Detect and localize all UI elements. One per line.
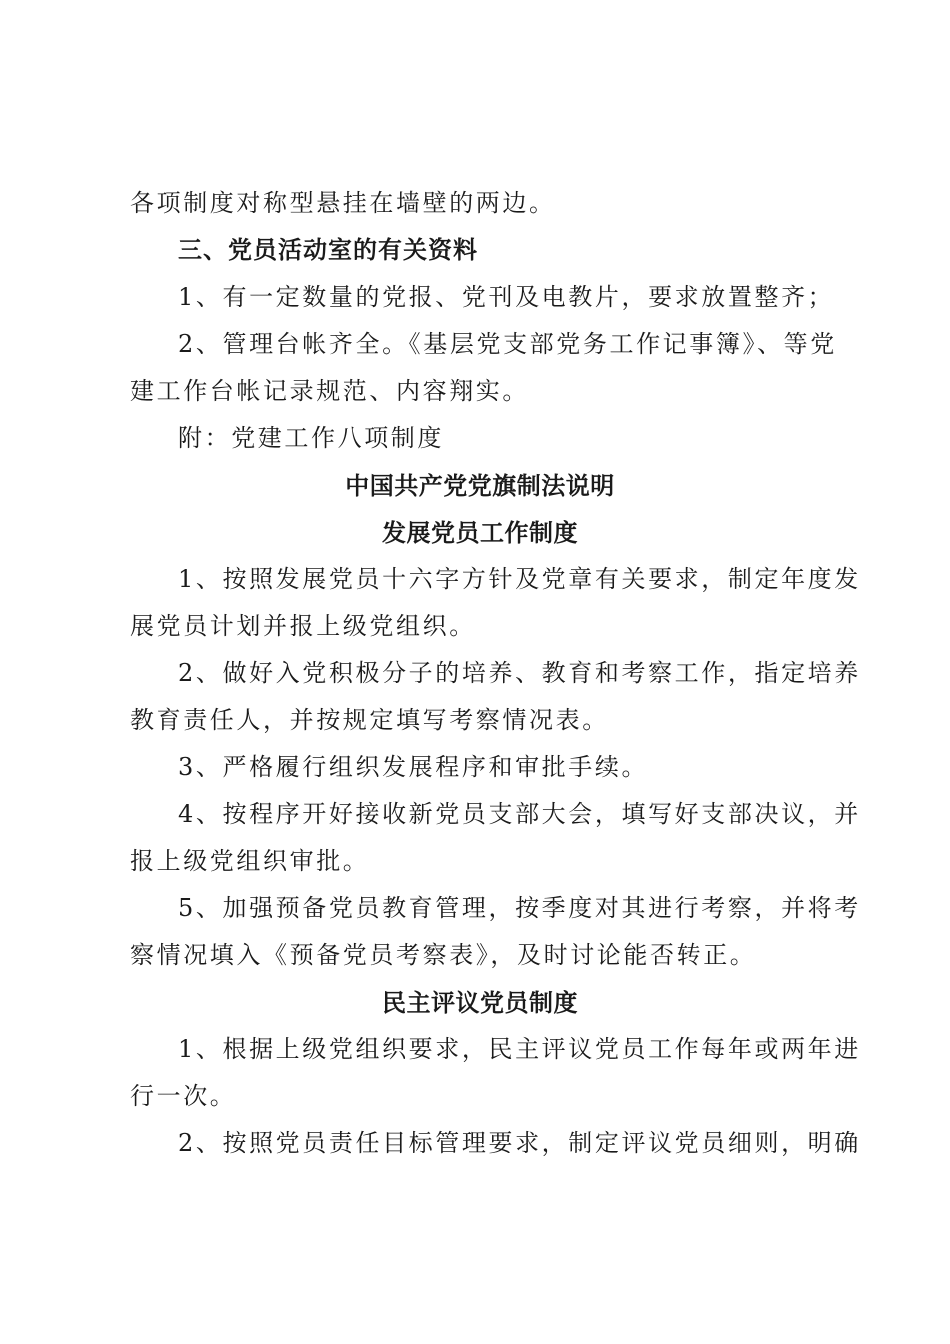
- list-item-continuation: 展党员计划并报上级党组织。: [130, 612, 476, 640]
- list-item: 2、按照党员责任目标管理要求，制定评议党员细则，明确: [178, 1129, 861, 1157]
- attachment-note: 附：党建工作八项制度: [178, 424, 444, 452]
- list-item-continuation: 教育责任人，并按规定填写考察情况表。: [130, 706, 609, 734]
- flag-title: 中国共产党党旗制法说明: [345, 471, 615, 500]
- list-item-continuation: 报上级党组织审批。: [130, 847, 370, 875]
- list-item: 2、管理台帐齐全。《基层党支部党务工作记事簿》、等党: [178, 330, 837, 358]
- list-item: 3、严格履行组织发展程序和审批手续。: [178, 753, 649, 781]
- section-heading: 三、党员活动室的有关资料: [178, 236, 478, 264]
- list-item-continuation: 建工作台帐记录规范、内容翔实。: [130, 377, 529, 405]
- list-item-continuation: 察情况填入《预备党员考察表》，及时讨论能否转正。: [130, 941, 757, 969]
- body-text-line: 各项制度对称型悬挂在墙壁的两边。: [130, 189, 556, 217]
- list-item: 5、加强预备党员教育管理，按季度对其进行考察，并将考: [178, 894, 861, 922]
- list-item: 1、有一定数量的党报、党刊及电教片，要求放置整齐；: [178, 283, 835, 311]
- list-item: 1、按照发展党员十六字方针及党章有关要求，制定年度发: [178, 565, 861, 593]
- list-item: 1、根据上级党组织要求，民主评议党员工作每年或两年进: [178, 1035, 861, 1063]
- development-title: 发展党员工作制度: [382, 518, 578, 547]
- democratic-title: 民主评议党员制度: [382, 988, 578, 1017]
- document-page: [130, 180, 861, 1167]
- list-item-continuation: 行一次。: [130, 1082, 237, 1110]
- list-item: 2、做好入党积极分子的培养、教育和考察工作，指定培养: [178, 659, 861, 687]
- list-item: 4、按程序开好接收新党员支部大会，填写好支部决议，并: [178, 800, 861, 828]
